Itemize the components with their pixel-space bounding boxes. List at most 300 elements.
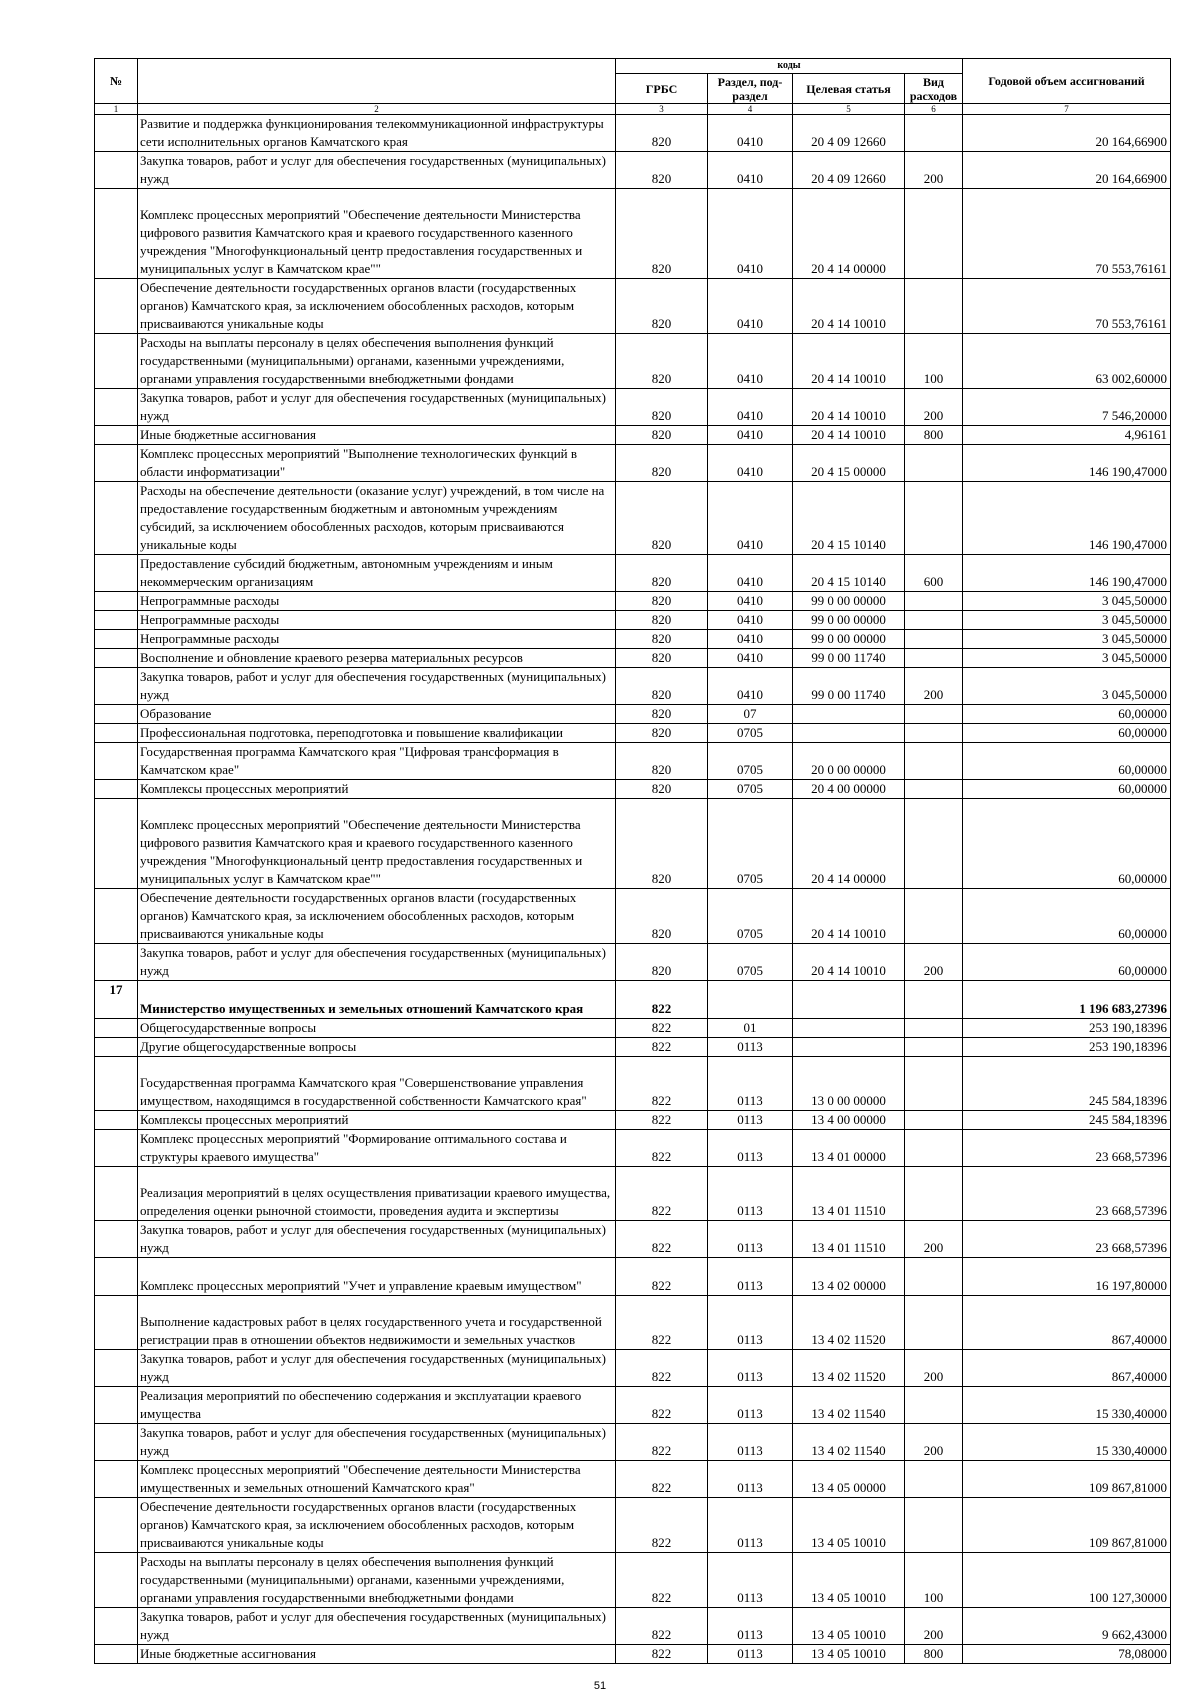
row-amount: 3 045,50000 <box>963 592 1171 611</box>
row-section-code: 0113 <box>708 1221 793 1258</box>
table-row <box>95 630 1171 649</box>
row-amount: 70 553,76161 <box>963 279 1171 334</box>
row-target-code: 20 4 09 12660 <box>793 152 905 189</box>
table-row <box>95 1608 1171 1645</box>
row-grbs-code: 820 <box>616 889 708 944</box>
row-section-code: 0113 <box>708 1258 793 1296</box>
row-name: Закупка товаров, работ и услуг для обеспечения государственных (муниципальных) нужд <box>138 668 616 705</box>
table-row <box>95 426 1171 445</box>
row-amount: 100 127,30000 <box>963 1553 1171 1608</box>
row-section-code: 0410 <box>708 555 793 592</box>
row-number <box>95 426 138 445</box>
row-target-code: 20 4 09 12660 <box>793 115 905 152</box>
table-row <box>95 555 1171 592</box>
row-number <box>95 780 138 799</box>
row-target-code: 13 4 02 11540 <box>793 1424 905 1461</box>
row-expense-kind <box>905 1498 963 1553</box>
header-kind: Вид расходов <box>905 74 963 104</box>
col-number: 7 <box>963 104 1171 115</box>
row-amount: 60,00000 <box>963 889 1171 944</box>
row-grbs-code: 822 <box>616 1608 708 1645</box>
row-target-code: 20 4 00 00000 <box>793 780 905 799</box>
row-target-code: 13 4 01 00000 <box>793 1130 905 1167</box>
row-expense-kind: 800 <box>905 1645 963 1664</box>
row-target-code: 99 0 00 00000 <box>793 630 905 649</box>
row-name: Комплекс процессных мероприятий "Обеспечение деятельности Министерства цифрового развития Камчатского края и краевого государственного казенного учреждения "Многофункциональный центр предоставления государственных и муниципальных услуг в Камчатском крае"" <box>138 799 616 889</box>
row-target-code: 20 4 14 10010 <box>793 889 905 944</box>
budget-allocation-table <box>94 58 1171 1664</box>
row-number <box>95 630 138 649</box>
row-name: Закупка товаров, работ и услуг для обеспечения государственных (муниципальных) нужд <box>138 152 616 189</box>
row-grbs-code: 822 <box>616 1057 708 1111</box>
row-section-code: 0113 <box>708 1553 793 1608</box>
row-target-code: 20 4 14 10010 <box>793 279 905 334</box>
row-grbs-code: 822 <box>616 1019 708 1038</box>
row-target-code: 20 4 15 10140 <box>793 482 905 555</box>
row-grbs-code: 822 <box>616 1167 708 1221</box>
row-number <box>95 592 138 611</box>
row-amount: 3 045,50000 <box>963 630 1171 649</box>
row-section-code: 0410 <box>708 389 793 426</box>
row-section-code: 0410 <box>708 482 793 555</box>
row-amount: 60,00000 <box>963 724 1171 743</box>
table-row <box>95 592 1171 611</box>
row-expense-kind: 800 <box>905 426 963 445</box>
row-grbs-code: 822 <box>616 1130 708 1167</box>
table-row <box>95 482 1171 555</box>
row-amount: 109 867,81000 <box>963 1498 1171 1553</box>
row-expense-kind: 600 <box>905 555 963 592</box>
row-section-code <box>708 981 793 1019</box>
row-number <box>95 115 138 152</box>
row-number <box>95 611 138 630</box>
row-expense-kind <box>905 705 963 724</box>
table-row <box>95 724 1171 743</box>
row-amount: 15 330,40000 <box>963 1387 1171 1424</box>
row-name: Государственная программа Камчатского края "Цифровая трансформация в Камчатском крае" <box>138 743 616 780</box>
row-number <box>95 705 138 724</box>
table-row <box>95 889 1171 944</box>
row-amount: 245 584,18396 <box>963 1111 1171 1130</box>
row-section-code: 0113 <box>708 1167 793 1221</box>
table-row <box>95 611 1171 630</box>
row-section-code: 0113 <box>708 1498 793 1553</box>
row-section-code: 0410 <box>708 279 793 334</box>
row-grbs-code: 820 <box>616 944 708 981</box>
table-row <box>95 1019 1171 1038</box>
row-name: Закупка товаров, работ и услуг для обеспечения государственных (муниципальных) нужд <box>138 1221 616 1258</box>
row-expense-kind <box>905 1461 963 1498</box>
row-grbs-code: 820 <box>616 799 708 889</box>
table-row <box>95 189 1171 279</box>
row-amount: 253 190,18396 <box>963 1019 1171 1038</box>
row-expense-kind <box>905 649 963 668</box>
row-name: Комплексы процессных мероприятий <box>138 1111 616 1130</box>
row-amount: 16 197,80000 <box>963 1258 1171 1296</box>
budget-table-sheet <box>94 58 1170 1664</box>
row-number <box>95 1038 138 1057</box>
row-expense-kind <box>905 1296 963 1350</box>
row-target-code: 13 4 05 10010 <box>793 1645 905 1664</box>
row-amount: 867,40000 <box>963 1296 1171 1350</box>
table-row <box>95 1553 1171 1608</box>
row-expense-kind <box>905 1258 963 1296</box>
row-amount: 109 867,81000 <box>963 1461 1171 1498</box>
row-number <box>95 1167 138 1221</box>
row-amount: 20 164,66900 <box>963 152 1171 189</box>
table-row <box>95 1296 1171 1350</box>
row-expense-kind <box>905 482 963 555</box>
col-number: 6 <box>905 104 963 115</box>
table-row <box>95 1038 1171 1057</box>
row-target-code: 99 0 00 11740 <box>793 668 905 705</box>
row-name: Расходы на выплаты персоналу в целях обеспечения выполнения функций государственными (муниципальными) органами, казенными учреждениями, органами управления государственными внебюджетными фондами <box>138 1553 616 1608</box>
row-name: Закупка товаров, работ и услуг для обеспечения государственных (муниципальных) нужд <box>138 1608 616 1645</box>
col-number: 1 <box>95 104 138 115</box>
row-grbs-code: 822 <box>616 1258 708 1296</box>
table-row <box>95 649 1171 668</box>
row-amount: 253 190,18396 <box>963 1038 1171 1057</box>
row-expense-kind: 200 <box>905 152 963 189</box>
row-target-code: 13 4 01 11510 <box>793 1167 905 1221</box>
row-amount: 63 002,60000 <box>963 334 1171 389</box>
row-number <box>95 1645 138 1664</box>
row-amount: 3 045,50000 <box>963 668 1171 705</box>
row-amount: 23 668,57396 <box>963 1167 1171 1221</box>
table-row <box>95 668 1171 705</box>
row-amount: 1 196 683,27396 <box>963 981 1171 1019</box>
row-section-code: 0705 <box>708 743 793 780</box>
row-amount: 60,00000 <box>963 743 1171 780</box>
row-expense-kind: 100 <box>905 1553 963 1608</box>
row-expense-kind <box>905 889 963 944</box>
row-grbs-code: 820 <box>616 426 708 445</box>
row-section-code: 0113 <box>708 1608 793 1645</box>
row-target-code: 20 4 15 10140 <box>793 555 905 592</box>
row-section-code: 0410 <box>708 630 793 649</box>
row-number <box>95 555 138 592</box>
row-grbs-code: 820 <box>616 630 708 649</box>
row-target-code: 99 0 00 00000 <box>793 611 905 630</box>
row-section-code: 0113 <box>708 1461 793 1498</box>
row-name: Профессиональная подготовка, переподготовка и повышение квалификации <box>138 724 616 743</box>
row-target-code: 13 4 02 00000 <box>793 1258 905 1296</box>
row-amount: 3 045,50000 <box>963 611 1171 630</box>
row-name: Обеспечение деятельности государственных органов власти (государственных органов) Камчатского края, за исключением обособленных расходов, которым присваиваются уникальные коды <box>138 889 616 944</box>
row-number <box>95 1498 138 1553</box>
row-grbs-code: 822 <box>616 1553 708 1608</box>
row-number <box>95 389 138 426</box>
row-section-code: 01 <box>708 1019 793 1038</box>
row-name: Реализация мероприятий по обеспечению содержания и эксплуатации краевого имущества <box>138 1387 616 1424</box>
row-name: Непрограммные расходы <box>138 630 616 649</box>
row-section-code: 0113 <box>708 1424 793 1461</box>
row-section-code: 0113 <box>708 1130 793 1167</box>
row-number <box>95 1057 138 1111</box>
row-amount: 245 584,18396 <box>963 1057 1171 1111</box>
row-amount: 146 190,47000 <box>963 482 1171 555</box>
row-section-code: 0705 <box>708 799 793 889</box>
row-name: Расходы на выплаты персоналу в целях обеспечения выполнения функций государственными (муниципальными) органами, казенными учреждениями, органами управления государственными внебюджетными фондами <box>138 334 616 389</box>
table-row <box>95 389 1171 426</box>
table-row <box>95 1424 1171 1461</box>
row-name: Комплекс процессных мероприятий "Формирование оптимального состава и структуры краевого имущества" <box>138 1130 616 1167</box>
row-expense-kind: 200 <box>905 1424 963 1461</box>
row-number <box>95 334 138 389</box>
row-grbs-code: 820 <box>616 445 708 482</box>
row-name: Комплекс процессных мероприятий "Учет и управление краевым имуществом" <box>138 1258 616 1296</box>
row-name: Предоставление субсидий бюджетным, автономным учреждениям и иным некоммерческим организациям <box>138 555 616 592</box>
row-target-code: 13 4 02 11540 <box>793 1387 905 1424</box>
row-grbs-code: 820 <box>616 279 708 334</box>
row-amount: 15 330,40000 <box>963 1424 1171 1461</box>
table-row <box>95 705 1171 724</box>
row-grbs-code: 820 <box>616 115 708 152</box>
row-amount: 20 164,66900 <box>963 115 1171 152</box>
table-row <box>95 334 1171 389</box>
header-codes: коды <box>616 59 963 74</box>
row-expense-kind <box>905 611 963 630</box>
row-grbs-code: 822 <box>616 981 708 1019</box>
row-grbs-code: 820 <box>616 705 708 724</box>
row-name: Развитие и поддержка функционирования телекоммуникационной инфраструктуры сети исполнительных органов Камчатского края <box>138 115 616 152</box>
row-name: Закупка товаров, работ и услуг для обеспечения государственных (муниципальных) нужд <box>138 389 616 426</box>
row-grbs-code: 820 <box>616 334 708 389</box>
row-section-code: 0705 <box>708 889 793 944</box>
row-target-code: 20 4 14 00000 <box>793 189 905 279</box>
row-target-code: 20 0 00 00000 <box>793 743 905 780</box>
col-number: 2 <box>138 104 616 115</box>
row-amount: 60,00000 <box>963 780 1171 799</box>
row-grbs-code: 820 <box>616 743 708 780</box>
row-grbs-code: 820 <box>616 555 708 592</box>
row-target-code: 13 4 05 10010 <box>793 1553 905 1608</box>
row-grbs-code: 822 <box>616 1111 708 1130</box>
row-target-code: 99 0 00 11740 <box>793 649 905 668</box>
row-target-code <box>793 1019 905 1038</box>
row-number <box>95 1111 138 1130</box>
row-amount: 60,00000 <box>963 799 1171 889</box>
table-row <box>95 1221 1171 1258</box>
row-target-code: 13 4 01 11510 <box>793 1221 905 1258</box>
row-grbs-code: 822 <box>616 1645 708 1664</box>
row-grbs-code: 820 <box>616 649 708 668</box>
row-name: Закупка товаров, работ и услуг для обеспечения государственных (муниципальных) нужд <box>138 1350 616 1387</box>
row-amount: 7 546,20000 <box>963 389 1171 426</box>
row-grbs-code: 822 <box>616 1387 708 1424</box>
row-amount: 9 662,43000 <box>963 1608 1171 1645</box>
row-section-code: 0705 <box>708 724 793 743</box>
row-expense-kind <box>905 1167 963 1221</box>
row-section-code: 0410 <box>708 334 793 389</box>
row-target-code <box>793 705 905 724</box>
header-target: Целевая статья <box>793 74 905 104</box>
row-target-code: 99 0 00 00000 <box>793 592 905 611</box>
table-row <box>95 1387 1171 1424</box>
row-number <box>95 724 138 743</box>
row-name: Комплекс процессных мероприятий "Обеспечение деятельности Министерства цифрового развития Камчатского края и краевого государственного казенного учреждения "Многофункциональный центр предоставления государственных и муниципальных услуг в Камчатском крае"" <box>138 189 616 279</box>
row-grbs-code: 822 <box>616 1498 708 1553</box>
row-target-code: 20 4 15 00000 <box>793 445 905 482</box>
row-number <box>95 944 138 981</box>
row-amount: 23 668,57396 <box>963 1221 1171 1258</box>
row-expense-kind <box>905 115 963 152</box>
row-target-code: 13 4 02 11520 <box>793 1350 905 1387</box>
row-name: Закупка товаров, работ и услуг для обеспечения государственных (муниципальных) нужд <box>138 1424 616 1461</box>
row-name: Иные бюджетные ассигнования <box>138 426 616 445</box>
row-name: Комплекс процессных мероприятий "Обеспечение деятельности Министерства имущественных и земельных отношений Камчатского края" <box>138 1461 616 1498</box>
row-grbs-code: 822 <box>616 1350 708 1387</box>
row-section-code: 0113 <box>708 1296 793 1350</box>
row-number <box>95 889 138 944</box>
table-header <box>95 59 1171 115</box>
row-section-code: 0410 <box>708 115 793 152</box>
table-row <box>95 743 1171 780</box>
row-grbs-code: 820 <box>616 482 708 555</box>
row-grbs-code: 822 <box>616 1038 708 1057</box>
row-amount: 70 553,76161 <box>963 189 1171 279</box>
row-expense-kind <box>905 189 963 279</box>
table-row <box>95 115 1171 152</box>
row-section-code: 0410 <box>708 152 793 189</box>
row-amount: 867,40000 <box>963 1350 1171 1387</box>
row-name: Непрограммные расходы <box>138 592 616 611</box>
row-number <box>95 279 138 334</box>
row-section-code: 0113 <box>708 1111 793 1130</box>
row-expense-kind <box>905 1038 963 1057</box>
table-row <box>95 780 1171 799</box>
row-name: Обеспечение деятельности государственных органов власти (государственных органов) Камчатского края, за исключением обособленных расходов, которым присваиваются уникальные коды <box>138 1498 616 1553</box>
table-row <box>95 799 1171 889</box>
table-row <box>95 1350 1171 1387</box>
row-expense-kind <box>905 592 963 611</box>
row-target-code <box>793 724 905 743</box>
table-row <box>95 279 1171 334</box>
table-row <box>95 944 1171 981</box>
row-expense-kind <box>905 743 963 780</box>
table-row <box>95 152 1171 189</box>
header-amount: Годовой объем ассигнований <box>963 59 1171 104</box>
header-section: Раздел, под-раздел <box>708 74 793 104</box>
row-expense-kind <box>905 1130 963 1167</box>
row-grbs-code: 822 <box>616 1296 708 1350</box>
row-section-code: 0410 <box>708 649 793 668</box>
row-section-code: 0410 <box>708 445 793 482</box>
row-name: Общегосударственные вопросы <box>138 1019 616 1038</box>
row-name: Иные бюджетные ассигнования <box>138 1645 616 1664</box>
row-section-code: 0410 <box>708 611 793 630</box>
header-num: № <box>95 59 138 104</box>
row-number <box>95 1350 138 1387</box>
row-expense-kind: 200 <box>905 389 963 426</box>
row-section-code: 0705 <box>708 780 793 799</box>
row-expense-kind <box>905 445 963 482</box>
row-grbs-code: 820 <box>616 668 708 705</box>
row-name: Закупка товаров, работ и услуг для обеспечения государственных (муниципальных) нужд <box>138 944 616 981</box>
row-expense-kind <box>905 1019 963 1038</box>
table-row <box>95 1498 1171 1553</box>
row-number <box>95 1221 138 1258</box>
header-grbs: ГРБС <box>616 74 708 104</box>
row-expense-kind: 200 <box>905 668 963 705</box>
row-amount: 4,96161 <box>963 426 1171 445</box>
table-row <box>95 445 1171 482</box>
table-row <box>95 1167 1171 1221</box>
row-number <box>95 152 138 189</box>
row-section-code: 0113 <box>708 1387 793 1424</box>
row-target-code <box>793 1038 905 1057</box>
table-row <box>95 1057 1171 1111</box>
row-expense-kind: 200 <box>905 944 963 981</box>
row-expense-kind <box>905 799 963 889</box>
table-row <box>95 1258 1171 1296</box>
row-target-code: 20 4 14 00000 <box>793 799 905 889</box>
row-number <box>95 799 138 889</box>
row-expense-kind <box>905 981 963 1019</box>
row-number <box>95 482 138 555</box>
col-number: 5 <box>793 104 905 115</box>
row-number <box>95 189 138 279</box>
table-row <box>95 981 1171 1019</box>
row-number <box>95 668 138 705</box>
row-section-code: 07 <box>708 705 793 724</box>
row-section-code: 0113 <box>708 1038 793 1057</box>
row-target-code: 13 4 05 00000 <box>793 1461 905 1498</box>
row-amount: 146 190,47000 <box>963 445 1171 482</box>
row-name: Расходы на обеспечение деятельности (оказание услуг) учреждений, в том числе на предоставление государственным бюджетным и автономным учреждениям субсидий, за исключением обособленных расходов, которым присваиваются уникальные коды <box>138 482 616 555</box>
row-grbs-code: 822 <box>616 1461 708 1498</box>
page-number: 51 <box>593 1680 607 1692</box>
row-target-code: 20 4 14 10010 <box>793 389 905 426</box>
row-expense-kind <box>905 630 963 649</box>
row-number: 17 <box>95 981 138 1019</box>
header-column-numbers <box>95 104 1171 115</box>
row-section-code: 0410 <box>708 592 793 611</box>
row-amount: 78,08000 <box>963 1645 1171 1664</box>
row-section-code: 0113 <box>708 1350 793 1387</box>
row-grbs-code: 820 <box>616 592 708 611</box>
row-name: Образование <box>138 705 616 724</box>
row-grbs-code: 820 <box>616 611 708 630</box>
row-target-code: 20 4 14 10010 <box>793 944 905 981</box>
row-name: Министерство имущественных и земельных отношений Камчатского края <box>138 981 616 1019</box>
row-section-code: 0113 <box>708 1645 793 1664</box>
row-number <box>95 1296 138 1350</box>
row-target-code: 13 4 05 10010 <box>793 1608 905 1645</box>
row-section-code: 0410 <box>708 426 793 445</box>
row-name: Другие общегосударственные вопросы <box>138 1038 616 1057</box>
row-expense-kind <box>905 1111 963 1130</box>
row-name: Реализация мероприятий в целях осуществления приватизации краевого имущества, определения оценки рыночной стоимости, проведения аудита и экспертизы <box>138 1167 616 1221</box>
row-name: Комплексы процессных мероприятий <box>138 780 616 799</box>
row-section-code: 0705 <box>708 944 793 981</box>
row-number <box>95 743 138 780</box>
table-body <box>95 115 1171 1664</box>
row-number <box>95 1461 138 1498</box>
row-amount: 23 668,57396 <box>963 1130 1171 1167</box>
row-amount: 146 190,47000 <box>963 555 1171 592</box>
row-expense-kind: 200 <box>905 1608 963 1645</box>
row-number <box>95 1019 138 1038</box>
col-number: 3 <box>616 104 708 115</box>
row-name: Восполнение и обновление краевого резерва материальных ресурсов <box>138 649 616 668</box>
row-target-code: 13 4 00 00000 <box>793 1111 905 1130</box>
row-name: Выполнение кадастровых работ в целях государственного учета и государственной регистрации прав в отношении объектов недвижимости и земельных участков <box>138 1296 616 1350</box>
row-target-code: 13 4 02 11520 <box>793 1296 905 1350</box>
row-name: Государственная программа Камчатского края "Совершенствование управления имуществом, находящимся в государственной собственности Камчатского края" <box>138 1057 616 1111</box>
table-row <box>95 1130 1171 1167</box>
row-target-code: 13 4 05 10010 <box>793 1498 905 1553</box>
